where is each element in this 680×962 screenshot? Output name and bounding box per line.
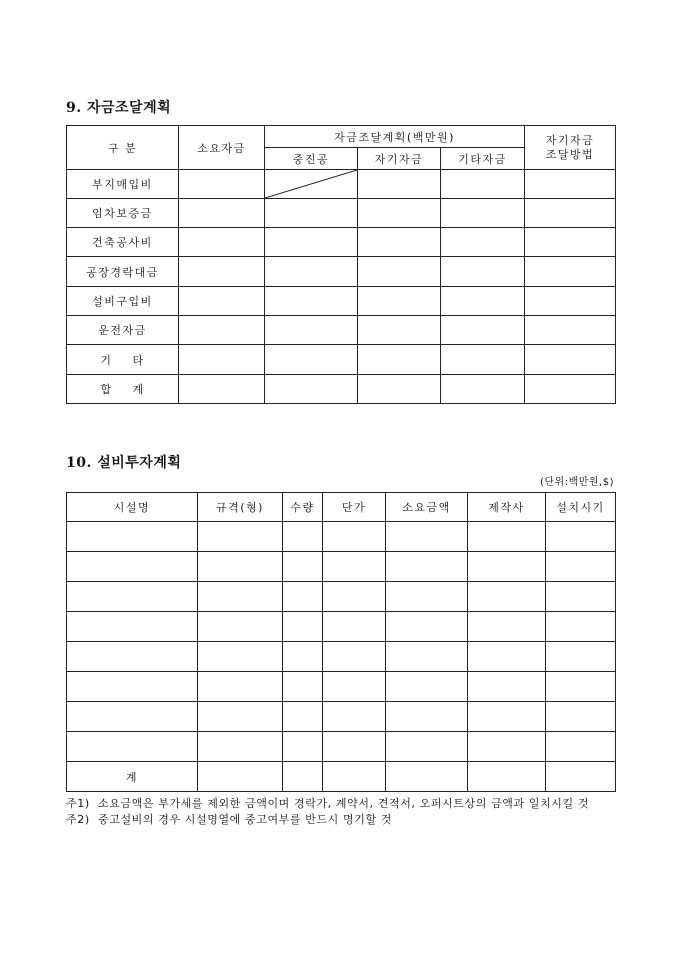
table-row — [67, 345, 616, 375]
input-cell[interactable] — [283, 672, 323, 702]
input-cell[interactable] — [198, 612, 283, 642]
input-cell[interactable] — [546, 642, 616, 672]
input-cell[interactable] — [358, 228, 441, 257]
input-cell[interactable] — [546, 612, 616, 642]
header-sbc: 중진공 — [265, 148, 358, 170]
input-cell[interactable] — [546, 702, 616, 732]
diagonal-line — [265, 170, 357, 198]
input-cell[interactable] — [198, 522, 283, 552]
input-cell[interactable] — [179, 199, 265, 228]
row-label: 설비구입비 — [67, 287, 179, 316]
input-cell[interactable] — [468, 552, 546, 582]
input-cell[interactable] — [67, 522, 198, 552]
header-funding-plan: 자금조달계획(백만원) — [265, 126, 525, 148]
input-cell[interactable] — [67, 642, 198, 672]
input-cell[interactable] — [468, 612, 546, 642]
table-row — [67, 199, 616, 228]
notes — [66, 796, 618, 828]
input-cell[interactable] — [441, 345, 525, 375]
input-cell[interactable] — [386, 732, 468, 762]
input-cell[interactable] — [198, 582, 283, 612]
input-cell[interactable] — [323, 552, 386, 582]
input-cell[interactable] — [468, 642, 546, 672]
input-cell[interactable] — [198, 732, 283, 762]
input-cell[interactable] — [441, 287, 525, 316]
note-text: 중고설비의 경우 시설명열에 중고여부를 반드시 명기할 것 — [98, 813, 393, 826]
input-cell[interactable] — [283, 582, 323, 612]
header-manufacturer: 제작사 — [468, 493, 546, 522]
input-cell[interactable] — [525, 228, 616, 257]
input-cell[interactable] — [468, 762, 546, 792]
table-row — [67, 316, 616, 345]
input-cell[interactable] — [468, 702, 546, 732]
total-row — [67, 375, 616, 404]
table-row — [67, 170, 616, 199]
input-cell[interactable] — [441, 228, 525, 257]
input-cell[interactable] — [525, 287, 616, 316]
header-own-funds: 자기자금 — [358, 148, 441, 170]
input-cell[interactable] — [265, 257, 358, 287]
table-row — [67, 702, 616, 732]
input-cell[interactable] — [265, 375, 358, 404]
input-cell[interactable] — [358, 199, 441, 228]
row-label: 공장경락대금 — [67, 257, 179, 287]
input-cell[interactable] — [179, 228, 265, 257]
table-row — [67, 612, 616, 642]
input-cell[interactable] — [358, 257, 441, 287]
input-cell[interactable] — [525, 170, 616, 199]
input-cell[interactable] — [358, 287, 441, 316]
unit-label: (단위:백만원,$) — [539, 477, 614, 488]
input-cell[interactable] — [283, 612, 323, 642]
input-cell[interactable] — [179, 375, 265, 404]
input-cell[interactable] — [386, 762, 468, 792]
input-cell[interactable] — [358, 316, 441, 345]
input-cell[interactable] — [198, 702, 283, 732]
input-cell[interactable] — [283, 762, 323, 792]
diagonal-cell — [265, 170, 358, 199]
input-cell[interactable] — [441, 257, 525, 287]
input-cell[interactable] — [468, 732, 546, 762]
input-cell[interactable] — [386, 582, 468, 612]
note-mark: 주2) — [66, 813, 90, 826]
input-cell[interactable] — [67, 582, 198, 612]
input-cell[interactable] — [323, 732, 386, 762]
input-cell[interactable] — [441, 316, 525, 345]
input-cell[interactable] — [323, 762, 386, 792]
input-cell[interactable] — [386, 642, 468, 672]
input-cell[interactable] — [358, 375, 441, 404]
total-label: 계 — [67, 762, 198, 792]
input-cell[interactable] — [525, 375, 616, 404]
input-cell[interactable] — [546, 522, 616, 552]
note-1 — [66, 796, 618, 812]
header-category: 구 분 — [67, 126, 179, 170]
note-2 — [66, 812, 618, 828]
input-cell[interactable] — [441, 199, 525, 228]
header-self-funding-method: 자기자금 조달방법 — [525, 126, 616, 170]
input-cell[interactable] — [546, 762, 616, 792]
header-required-funds: 소요자금 — [179, 126, 265, 170]
input-cell[interactable] — [67, 552, 198, 582]
table-row — [67, 257, 616, 287]
input-cell[interactable] — [283, 702, 323, 732]
total-row — [67, 762, 616, 792]
header-required-amount: 소요금액 — [386, 493, 468, 522]
input-cell[interactable] — [386, 552, 468, 582]
note-text: 소요금액은 부가세를 제외한 금액이며 경락가, 계약서, 견적서, 오퍼시트상의 금액과 일치시킬 것 — [98, 797, 590, 810]
header-row — [67, 493, 616, 522]
section10-title: 10. 설비투자계획 — [66, 455, 182, 471]
header-other-funds: 기타자금 — [441, 148, 525, 170]
input-cell[interactable] — [546, 732, 616, 762]
table-row — [67, 582, 616, 612]
header-install-date: 설치시기 — [546, 493, 616, 522]
input-cell[interactable] — [179, 287, 265, 316]
input-cell[interactable] — [198, 672, 283, 702]
input-cell[interactable] — [265, 228, 358, 257]
input-cell[interactable] — [525, 345, 616, 375]
input-cell[interactable] — [358, 345, 441, 375]
input-cell[interactable] — [323, 672, 386, 702]
table-row — [67, 732, 616, 762]
input-cell[interactable] — [468, 522, 546, 552]
input-cell[interactable] — [323, 702, 386, 732]
input-cell[interactable] — [283, 732, 323, 762]
input-cell[interactable] — [67, 702, 198, 732]
input-cell[interactable] — [179, 257, 265, 287]
header-quantity: 수량 — [283, 493, 323, 522]
input-cell[interactable] — [179, 345, 265, 375]
input-cell[interactable] — [198, 552, 283, 582]
input-cell[interactable] — [179, 170, 265, 199]
note-mark: 주1) — [66, 797, 90, 810]
input-cell[interactable] — [323, 642, 386, 672]
table-row — [67, 552, 616, 582]
input-cell[interactable] — [265, 345, 358, 375]
input-cell[interactable] — [358, 170, 441, 199]
section9-title: 9. 자금조달계획 — [66, 100, 172, 116]
header-spec: 규격(형) — [198, 493, 283, 522]
header-unit-price: 단가 — [323, 493, 386, 522]
input-cell[interactable] — [546, 582, 616, 612]
row-label: 기 타 — [67, 345, 179, 375]
row-label: 건축공사비 — [67, 228, 179, 257]
table-row — [67, 522, 616, 552]
input-cell[interactable] — [468, 582, 546, 612]
input-cell[interactable] — [441, 170, 525, 199]
input-cell[interactable] — [546, 552, 616, 582]
equipment-investment-table — [66, 492, 616, 792]
input-cell[interactable] — [525, 316, 616, 345]
input-cell[interactable] — [386, 702, 468, 732]
input-cell[interactable] — [67, 612, 198, 642]
input-cell[interactable] — [323, 522, 386, 552]
input-cell[interactable] — [441, 375, 525, 404]
input-cell[interactable] — [525, 199, 616, 228]
table-row — [67, 642, 616, 672]
input-cell[interactable] — [265, 287, 358, 316]
input-cell[interactable] — [198, 642, 283, 672]
row-label: 임차보증금 — [67, 199, 179, 228]
input-cell[interactable] — [386, 672, 468, 702]
row-label: 부지매입비 — [67, 170, 179, 199]
input-cell[interactable] — [546, 672, 616, 702]
input-cell[interactable] — [265, 199, 358, 228]
row-label: 운전자금 — [67, 316, 179, 345]
input-cell[interactable] — [179, 316, 265, 345]
table-row — [67, 228, 616, 257]
input-cell[interactable] — [468, 672, 546, 702]
input-cell[interactable] — [323, 612, 386, 642]
input-cell[interactable] — [265, 316, 358, 345]
table-row — [67, 672, 616, 702]
input-cell[interactable] — [386, 612, 468, 642]
input-cell[interactable] — [198, 762, 283, 792]
funding-plan-table — [66, 125, 616, 404]
input-cell[interactable] — [67, 672, 198, 702]
input-cell[interactable] — [525, 257, 616, 287]
row-label: 합 계 — [67, 375, 179, 404]
table-row — [67, 287, 616, 316]
input-cell[interactable] — [283, 522, 323, 552]
input-cell[interactable] — [323, 582, 386, 612]
header-facility-name: 시설명 — [67, 493, 198, 522]
input-cell[interactable] — [386, 522, 468, 552]
input-cell[interactable] — [283, 642, 323, 672]
input-cell[interactable] — [283, 552, 323, 582]
input-cell[interactable] — [67, 732, 198, 762]
